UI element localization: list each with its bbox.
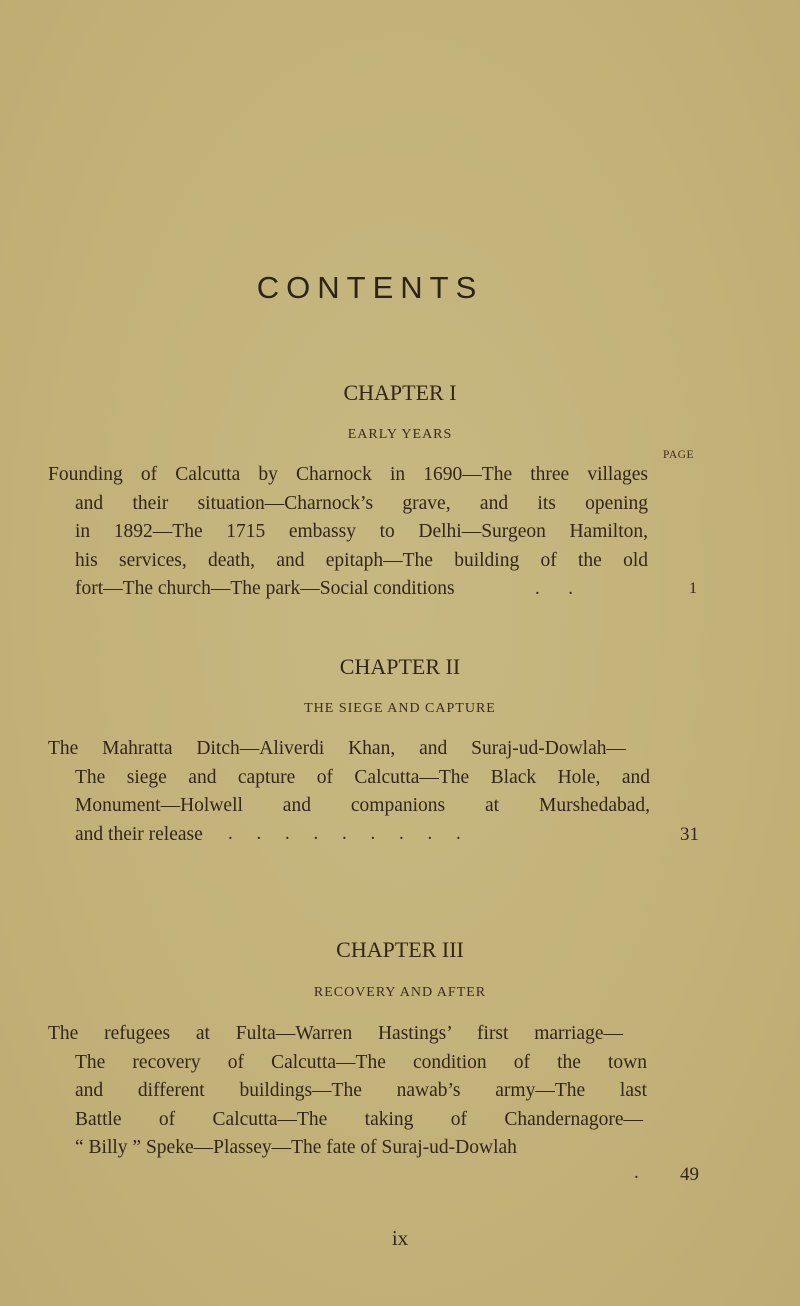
- summary-line-text: and their release: [75, 823, 203, 845]
- page-column-label: PAGE: [663, 449, 694, 461]
- chapter-1-page-number[interactable]: 1: [689, 580, 697, 597]
- summary-line-text: fort—The church—The park—Social conditions: [75, 578, 455, 599]
- chapter-3-subtitle: RECOVERY AND AFTER: [313, 985, 487, 1000]
- summary-line: in 1892—The 1715 embassy to Delhi—Surgeon Hamilton,: [75, 521, 648, 542]
- page-title: CONTENTS: [256, 270, 484, 305]
- summary-line: The refugees at Fulta—Warren Hastings’ first marriage—: [48, 1023, 623, 1044]
- chapter-3-heading: CHAPTER III: [336, 937, 464, 962]
- chapter-2-subtitle: THE SIEGE AND CAPTURE: [304, 701, 496, 716]
- summary-line: Battle of Calcutta—The taking of Chandernagore—: [75, 1108, 643, 1130]
- chapter-2-page-number[interactable]: 31: [680, 824, 699, 845]
- chapter-2-leader-dots: . . . . . . . . .: [228, 823, 461, 844]
- summary-line-text: “ Billy ” Speke—Plassey—The fate of Suraj-ud-Dowlah: [75, 1137, 517, 1158]
- chapter-3-page-number[interactable]: 49: [680, 1164, 699, 1185]
- summary-line: [75, 1134, 648, 1163]
- summary-line: his services, death, and epitaph—The building of the old: [75, 549, 648, 571]
- chapter-2-heading: CHAPTER II: [339, 654, 461, 679]
- summary-line: Founding of Calcutta by Charnock in 1690—The three villages: [48, 464, 648, 485]
- summary-line: Monument—Holwell and companions at Murshedabad,: [75, 795, 650, 816]
- chapter-1-heading: CHAPTER I: [343, 380, 457, 405]
- summary-line: The Mahratta Ditch—Aliverdi Khan, and Suraj-ud-Dowlah—: [48, 738, 626, 759]
- summary-line: The siege and capture of Calcutta—The Black Hole, and: [75, 766, 650, 788]
- chapter-3-leader-dots: .: [634, 1162, 639, 1183]
- summary-line: and their situation—Charnock’s grave, and its opening: [75, 492, 648, 514]
- chapter-1-leader-dots: . .: [535, 578, 573, 599]
- page-folio: ix: [391, 1226, 409, 1250]
- summary-line: The recovery of Calcutta—The condition of the town: [75, 1051, 647, 1073]
- chapter-1-subtitle: EARLY YEARS: [347, 427, 453, 442]
- summary-line: and different buildings—The nawab’s army—The last: [75, 1080, 647, 1101]
- chapter-3-summary: [48, 1020, 648, 1163]
